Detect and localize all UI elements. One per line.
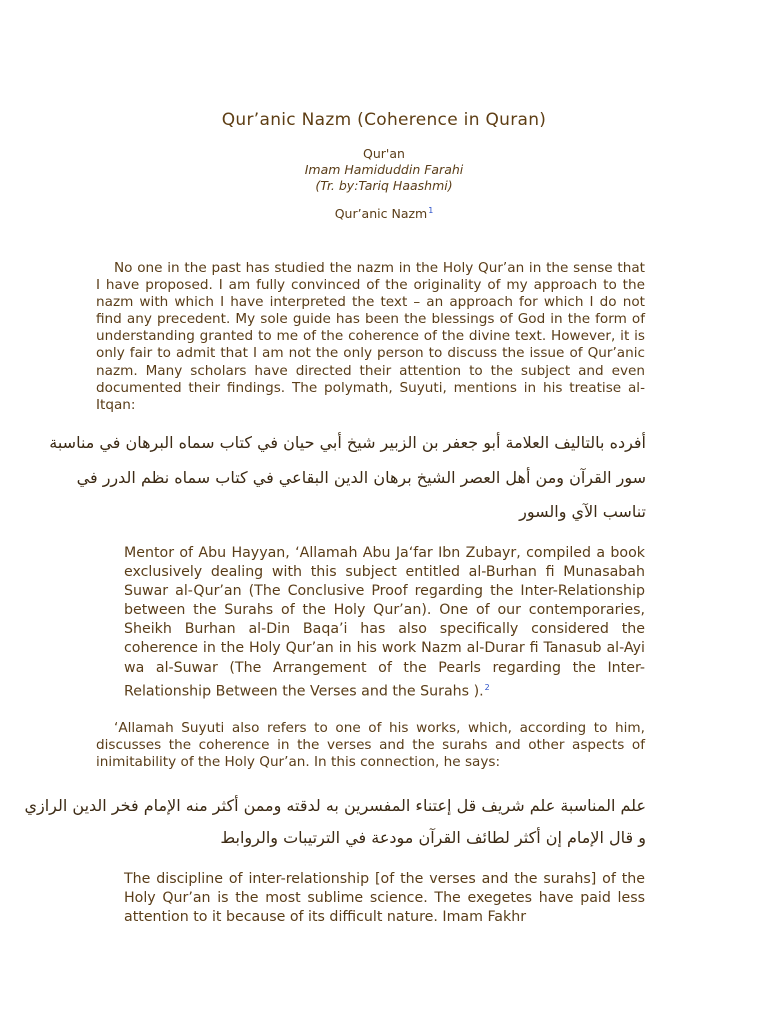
arabic-quote-2-line-1: علم المناسبة علم شريف قل إعتناء المفسرين به لدقته وممن أكثر منه الإمام فخر الدين الرازي [24,796,646,815]
suyuti-paragraph-text: ‘Allamah Suyuti also refers to one of his works, which, according to him, discusses the coherence in the verses and the surahs and other aspects of inimitability of the Holy Qur’an. In this connection, he says: [96,720,645,771]
translation-quote-2: The discipline of inter-relationship [of the verses and the surahs] of the Holy Qur’an is the most sublime science. The exegetes have paid less attention to it because of its difficult nature. Imam Fakhr [124,871,645,926]
translation-quote-1-text: Mentor of Abu Hayyan, ‘Allamah Abu Ja‘far Ibn Zubayr, compiled a book exclusively dealing with this subject entitled al-Burhan fi Munasabah Suwar al-Qur’an (The Conclusive Proof regarding the Inter-Relationship between the Surahs of the Holy Qur’an). One of our contemporaries, Sheikh Burhan al-Din Baqa’i has also specifically considered the coherence in the Holy Qur’an in his work Nazm al-Durar fi Tanasub al-Ayi wa al-Suwar (The Arrangement of the Pearls regarding the Inter-Relationship Between the Verses and the Surahs ). [124,545,645,700]
section-heading-text: Qur’anic Nazm [334,206,428,222]
source-line: Qur'an [363,146,405,161]
arabic-quote-2-line-2: و قال الإمام إن أكثر لطائف القرآن مودعة في الترتيبات والروابط [220,828,646,847]
arabic-quote-1-line-1: أفرده بالتاليف العلامة أبو جعفر بن الزبير شيخ أبي حيان في كتاب سماه البرهان في مناسبة [49,433,646,452]
document-title: Qur’anic Nazm (Coherence in Quran) [221,110,547,130]
intro-paragraph-text: No one in the past has studied the nazm in the Holy Qur’an in the sense that I have proposed. I am fully convinced of the originality of my approach to the nazm with which I have interpreted the text – an approach for which I do not find any precedent. My sole guide has been the blessings of God in the form of understanding granted to me of the coherence of the divine text. However, it is only fair to admit that I am not the only person to discuss the issue of Qur’anic nazm. Many scholars have directed their attention to the subject and even documented their findings. The polymath, Suyuti, mentions in his treatise al-Itqan: [96,260,645,413]
translator-line: (Tr. by:Tariq Haashmi) [315,178,453,193]
arabic-quote-1-line-2: سور القرآن ومن أهل العصر الشيخ برهان الدين البقاعي في كتاب سماه نظم الدرر في [76,468,646,487]
section-heading [0,206,768,221]
footnote-link-2[interactable]: 2 [484,682,490,692]
suyuti-paragraph [96,720,645,771]
arabic-quote-1-line-3: تناسب الآي والسور [519,502,646,521]
footnote-link-1[interactable]: 1 [428,206,434,215]
translation-quote-1 [124,544,645,701]
author-line: Imam Hamiduddin Farahi [304,162,464,177]
intro-paragraph [96,260,645,414]
